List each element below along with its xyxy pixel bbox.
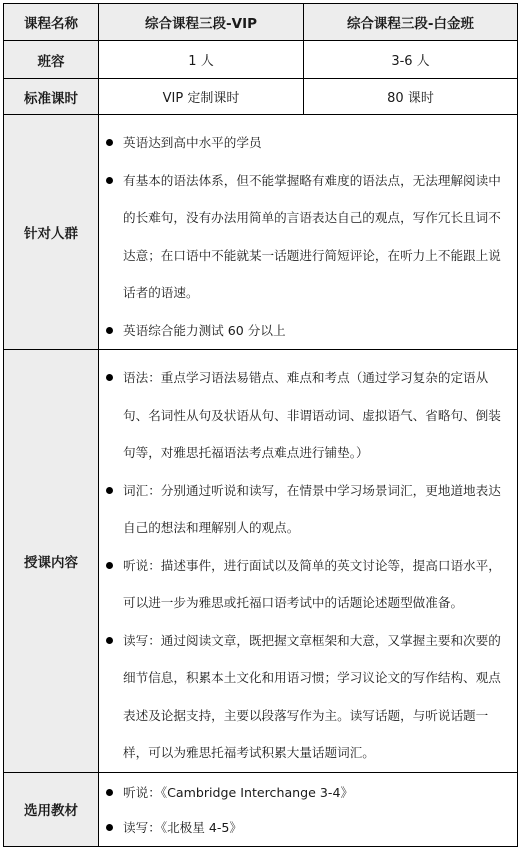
- textbooks-label: 选用教材: [4, 772, 99, 846]
- course-content-list: [99, 350, 517, 772]
- list-item: 有基本的语法体系，但不能掌握略有难度的语法点，无法理解阅读中的长难句，没有办法用简单的言语表达自己的观点，写作冗长且词不达意；在口语中不能就某一话题进行简短评论，在听力上不能跟上说话者的语速。: [105, 162, 507, 312]
- row-standard-hours: [4, 79, 518, 115]
- list-item: 英语达到高中水平的学员: [105, 124, 507, 162]
- row-course-content: [4, 350, 518, 773]
- bullet-icon: [106, 487, 113, 494]
- row-textbooks: [4, 772, 518, 846]
- target-audience-cell: [99, 115, 518, 350]
- row-class-size: [4, 41, 518, 79]
- standard-hours-vip: VIP 定制课时: [99, 79, 304, 115]
- bullet-icon: [106, 374, 113, 381]
- course-vip-name: 综合课程三段-VIP: [99, 4, 304, 41]
- list-item: 词汇：分别通过听说和读写，在情景中学习场景词汇，更地道地表达自己的想法和理解别人的观点。: [105, 472, 507, 547]
- list-item: 读写：《北极星 4-5》: [105, 810, 507, 845]
- bullet-icon: [106, 327, 113, 334]
- bullet-icon: [106, 177, 113, 184]
- textbooks-cell: [99, 772, 518, 846]
- class-size-platinum: 3-6 人: [304, 41, 518, 79]
- row-target-audience: [4, 115, 518, 350]
- course-table: [3, 3, 518, 847]
- course-name-label: 课程名称: [4, 4, 99, 41]
- row-course-name: [4, 4, 518, 41]
- course-content-cell: [99, 350, 518, 773]
- list-item: 听说：《Cambridge Interchange 3-4》: [105, 775, 507, 810]
- textbooks-list: [99, 773, 517, 845]
- bullet-icon: [106, 139, 113, 146]
- list-item: 语法：重点学习语法易错点、难点和考点（通过学习复杂的定语从句、名词性从句及状语从句、非谓语动词、虚拟语气、省略句、倒装句等，对雅思托福语法考点难点进行铺垫。）: [105, 359, 507, 472]
- target-audience-list: [99, 115, 517, 349]
- bullet-icon: [106, 824, 113, 831]
- list-item: 读写：通过阅读文章，既把握文章框架和大意，又掌握主要和次要的细节信息，积累本土文化和用语习惯；学习议论文的写作结构、观点表述及论据支持，主要以段落写作为主。读写话题，与听说话题一样，可以为雅思托福考试积累大量话题词汇。: [105, 622, 507, 772]
- course-platinum-name: 综合课程三段-白金班: [304, 4, 518, 41]
- standard-hours-label: 标准课时: [4, 79, 99, 115]
- target-audience-label: 针对人群: [4, 115, 99, 350]
- bullet-icon: [106, 562, 113, 569]
- list-item: 英语综合能力测试 60 分以上: [105, 312, 507, 350]
- course-content-label: 授课内容: [4, 350, 99, 773]
- class-size-vip: 1 人: [99, 41, 304, 79]
- class-size-label: 班容: [4, 41, 99, 79]
- bullet-icon: [106, 789, 113, 796]
- list-item: 听说：描述事件，进行面试以及简单的英文讨论等，提高口语水平，可以进一步为雅思或托福口语考试中的话题论述题型做准备。: [105, 547, 507, 622]
- bullet-icon: [106, 637, 113, 644]
- standard-hours-platinum: 80 课时: [304, 79, 518, 115]
